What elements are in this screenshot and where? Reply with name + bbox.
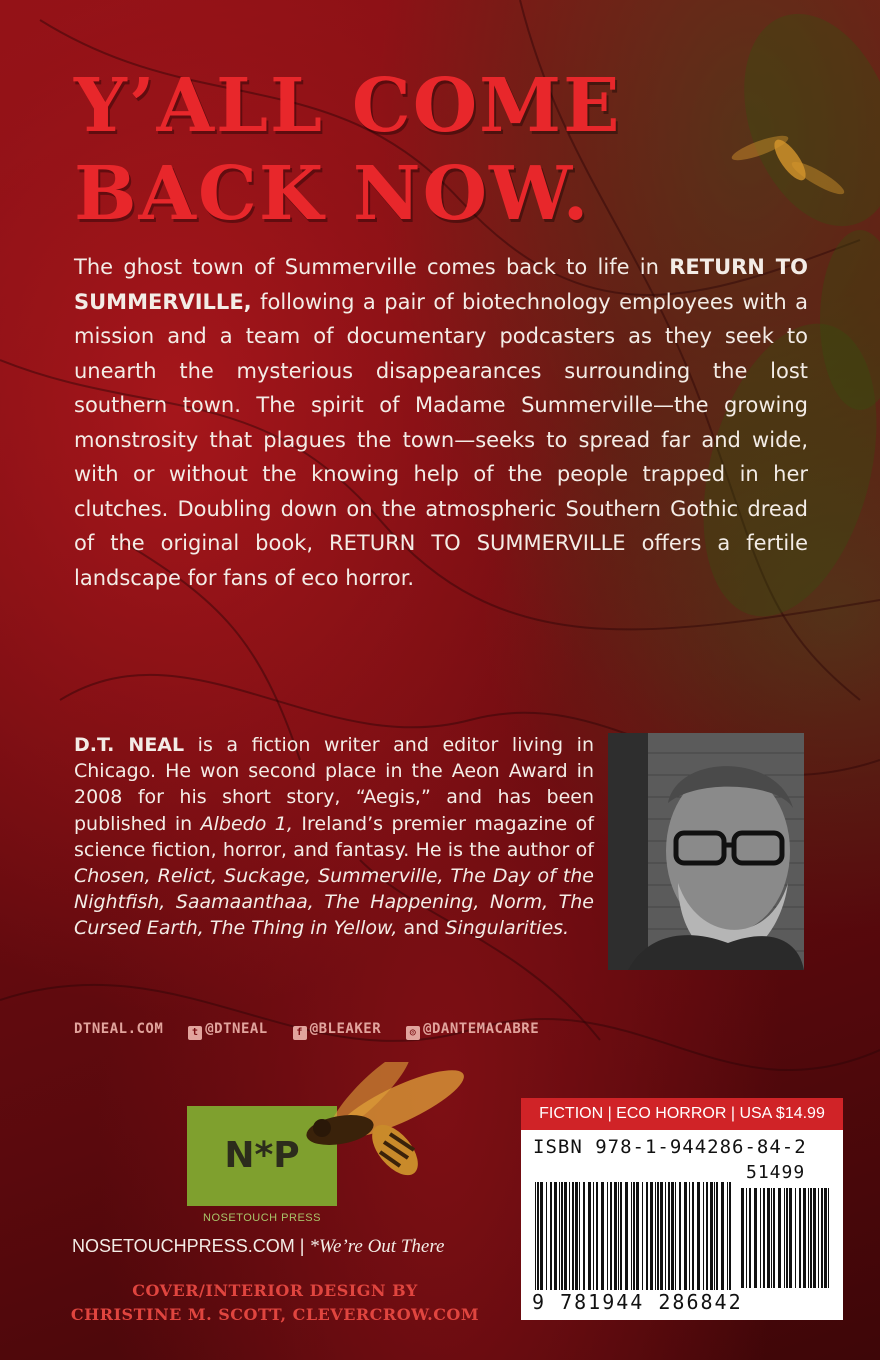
barcode-bar <box>657 1182 659 1290</box>
barcode-bar <box>771 1188 772 1288</box>
barcode-bar <box>575 1182 578 1290</box>
barcode-bar <box>660 1182 663 1290</box>
barcode-bar <box>550 1182 552 1290</box>
headline-line-1: Y’ALL COME <box>74 63 622 149</box>
blurb-text-2: following a pair of biotechnology employees with a mission and a team of documentary podcasters as they seek to unearth the mysterious disappearances surrounding the lost southern town. The spirit of Madame Summerville—the growing monstrosity that plagues the town—seeks to spread far and wide, with or without the knowing help of the people trapped in her clutches. Doubling down on the atmospheric Southern Gothic dread of the original book, RETURN TO SUMMERVILLE offers a fertile landscape for fans of eco horror. <box>74 289 808 590</box>
barcode-bar <box>703 1182 704 1290</box>
barcode-bar <box>767 1188 770 1288</box>
author-website-link[interactable]: DTNEAL.COM <box>74 1021 164 1037</box>
barcode-bar <box>583 1182 585 1290</box>
barcode-bar <box>684 1182 687 1290</box>
headline-line-2: BACK NOW. <box>74 151 591 237</box>
barcode-bar <box>813 1188 816 1288</box>
publisher-website[interactable]: NOSETOUCHPRESS.COM | <box>72 1236 310 1256</box>
barcode-bar <box>596 1182 598 1290</box>
author-photo-illustration <box>608 733 804 970</box>
design-credit <box>40 1279 510 1327</box>
blurb-book-title: RETURN TO SUMMERVILLE, <box>74 255 808 314</box>
barcode-bar <box>618 1182 619 1290</box>
book-blurb <box>74 250 808 595</box>
category-price-bar: FICTION | ECO HORROR | USA $14.99 <box>521 1098 843 1130</box>
barcode-bar <box>554 1182 557 1290</box>
twitter-icon: t <box>188 1026 202 1040</box>
bio-books: Chosen, Relict, Suckage, Summerville, The Day of the Nightfish, Saamaanthaa, The Happening, Norm, The Cursed Earth, The Thing in Yellow, <box>74 865 594 940</box>
barcode-bar <box>824 1188 827 1288</box>
author-bio <box>74 732 594 942</box>
barcode-bar <box>828 1188 829 1288</box>
blurb-text-1: The ghost town of Summerville comes back to life in <box>74 255 670 279</box>
barcode-bar <box>784 1188 785 1288</box>
barcode-bar <box>799 1188 801 1288</box>
bio-magazine: Albedo 1, <box>200 812 293 835</box>
barcode-bar <box>665 1182 666 1290</box>
barcode-bar <box>789 1188 792 1288</box>
barcode-bar <box>692 1182 694 1290</box>
barcode-bar <box>727 1182 728 1290</box>
barcode-bar <box>601 1182 604 1290</box>
barcode-bar <box>668 1182 670 1290</box>
bio-text-1: is a fiction writer and editor living in Chicago. He won second place in the Aeon Award in 2008 for his short story, “Aegis,” and has been published in <box>74 734 594 835</box>
headline <box>74 62 774 238</box>
barcode-bar <box>714 1182 715 1290</box>
price-code: 51499 <box>746 1162 806 1183</box>
barcode-bar <box>646 1182 648 1290</box>
design-credit-line-2: CHRISTINE M. SCOTT, CLEVERCROW.COM <box>70 1305 480 1324</box>
twitter-handle-text: @DTNEAL <box>205 1021 268 1037</box>
barcode-bar <box>773 1188 775 1288</box>
barcode-bar <box>818 1188 819 1288</box>
barcode-bar <box>754 1188 757 1288</box>
barcode-bar <box>535 1182 536 1290</box>
barcode-bar <box>607 1182 608 1290</box>
barcode-bar <box>540 1182 543 1290</box>
barcode-bar <box>786 1188 788 1288</box>
barcode-bar <box>631 1182 632 1290</box>
barcode-bar <box>795 1188 796 1288</box>
isbn-number: ISBN 978-1-944286-84-2 <box>533 1136 807 1158</box>
barcode-bar <box>721 1182 724 1290</box>
barcode-bar <box>620 1182 622 1290</box>
barcode-bar <box>675 1182 676 1290</box>
instagram-icon: ◎ <box>406 1026 420 1040</box>
author-photo <box>608 733 804 970</box>
publisher-logo-text: N*P <box>224 1135 300 1176</box>
bio-last-book: Singularities. <box>445 917 570 940</box>
barcode-bar <box>689 1182 690 1290</box>
barcode-bar <box>706 1182 708 1290</box>
barcode-digits: 9 781944 286842 <box>532 1290 743 1314</box>
author-name: D.T. NEAL <box>74 734 185 756</box>
bio-text-3: and <box>397 917 446 940</box>
barcode-bar <box>625 1182 628 1290</box>
barcode-bar <box>741 1188 744 1288</box>
design-credit-line-1: COVER/INTERIOR DESIGN BY <box>132 1281 418 1300</box>
barcode-bar <box>561 1182 563 1290</box>
barcode-bar <box>808 1188 809 1288</box>
barcode-bar <box>749 1188 751 1288</box>
barcode-bar <box>559 1182 560 1290</box>
barcode-bar <box>636 1182 639 1290</box>
barcode-bar <box>729 1182 731 1290</box>
instagram-handle[interactable] <box>406 1021 539 1037</box>
twitter-handle[interactable] <box>188 1021 268 1037</box>
barcode-bar <box>588 1182 591 1290</box>
barcode-bar <box>810 1188 812 1288</box>
barcode-bar <box>546 1182 547 1290</box>
barcode-bar <box>679 1182 681 1290</box>
publisher-tagline: *We’re Out There <box>309 1236 445 1257</box>
facebook-handle-text: @BLEAKER <box>309 1021 382 1037</box>
barcode-bar <box>564 1182 567 1290</box>
barcode-bar <box>610 1182 612 1290</box>
barcode-bar <box>671 1182 674 1290</box>
instagram-handle-text: @DANTEMACABRE <box>423 1021 540 1037</box>
bio-text-2: Ireland’s premier magazine of science fiction, horror, and fantasy. He is the author of <box>74 812 594 861</box>
barcode-bar <box>746 1188 747 1288</box>
publisher-line <box>72 1236 444 1258</box>
barcode-bar <box>537 1182 539 1290</box>
barcode-bar <box>760 1188 761 1288</box>
barcode-bar <box>569 1182 570 1290</box>
barcode-bar <box>593 1182 594 1290</box>
author-social-links <box>74 1021 555 1040</box>
barcode-bar <box>655 1182 656 1290</box>
barcode-bar <box>650 1182 653 1290</box>
facebook-handle[interactable] <box>293 1021 381 1037</box>
barcode-bar <box>710 1182 713 1290</box>
facebook-icon: f <box>293 1026 307 1040</box>
barcode-bar <box>633 1182 635 1290</box>
barcode-bar <box>614 1182 617 1290</box>
barcode-bar <box>763 1188 765 1288</box>
barcode-bar <box>579 1182 580 1290</box>
wasp-illustration <box>300 1062 475 1192</box>
barcode-bar <box>778 1188 781 1288</box>
barcode-bar <box>821 1188 823 1288</box>
barcode-bar <box>572 1182 574 1290</box>
barcode-bar <box>803 1188 806 1288</box>
barcode-bar <box>697 1182 700 1290</box>
barcode-bar <box>716 1182 718 1290</box>
barcode-bar <box>642 1182 643 1290</box>
publisher-name: NOSETOUCH PRESS <box>203 1212 321 1224</box>
